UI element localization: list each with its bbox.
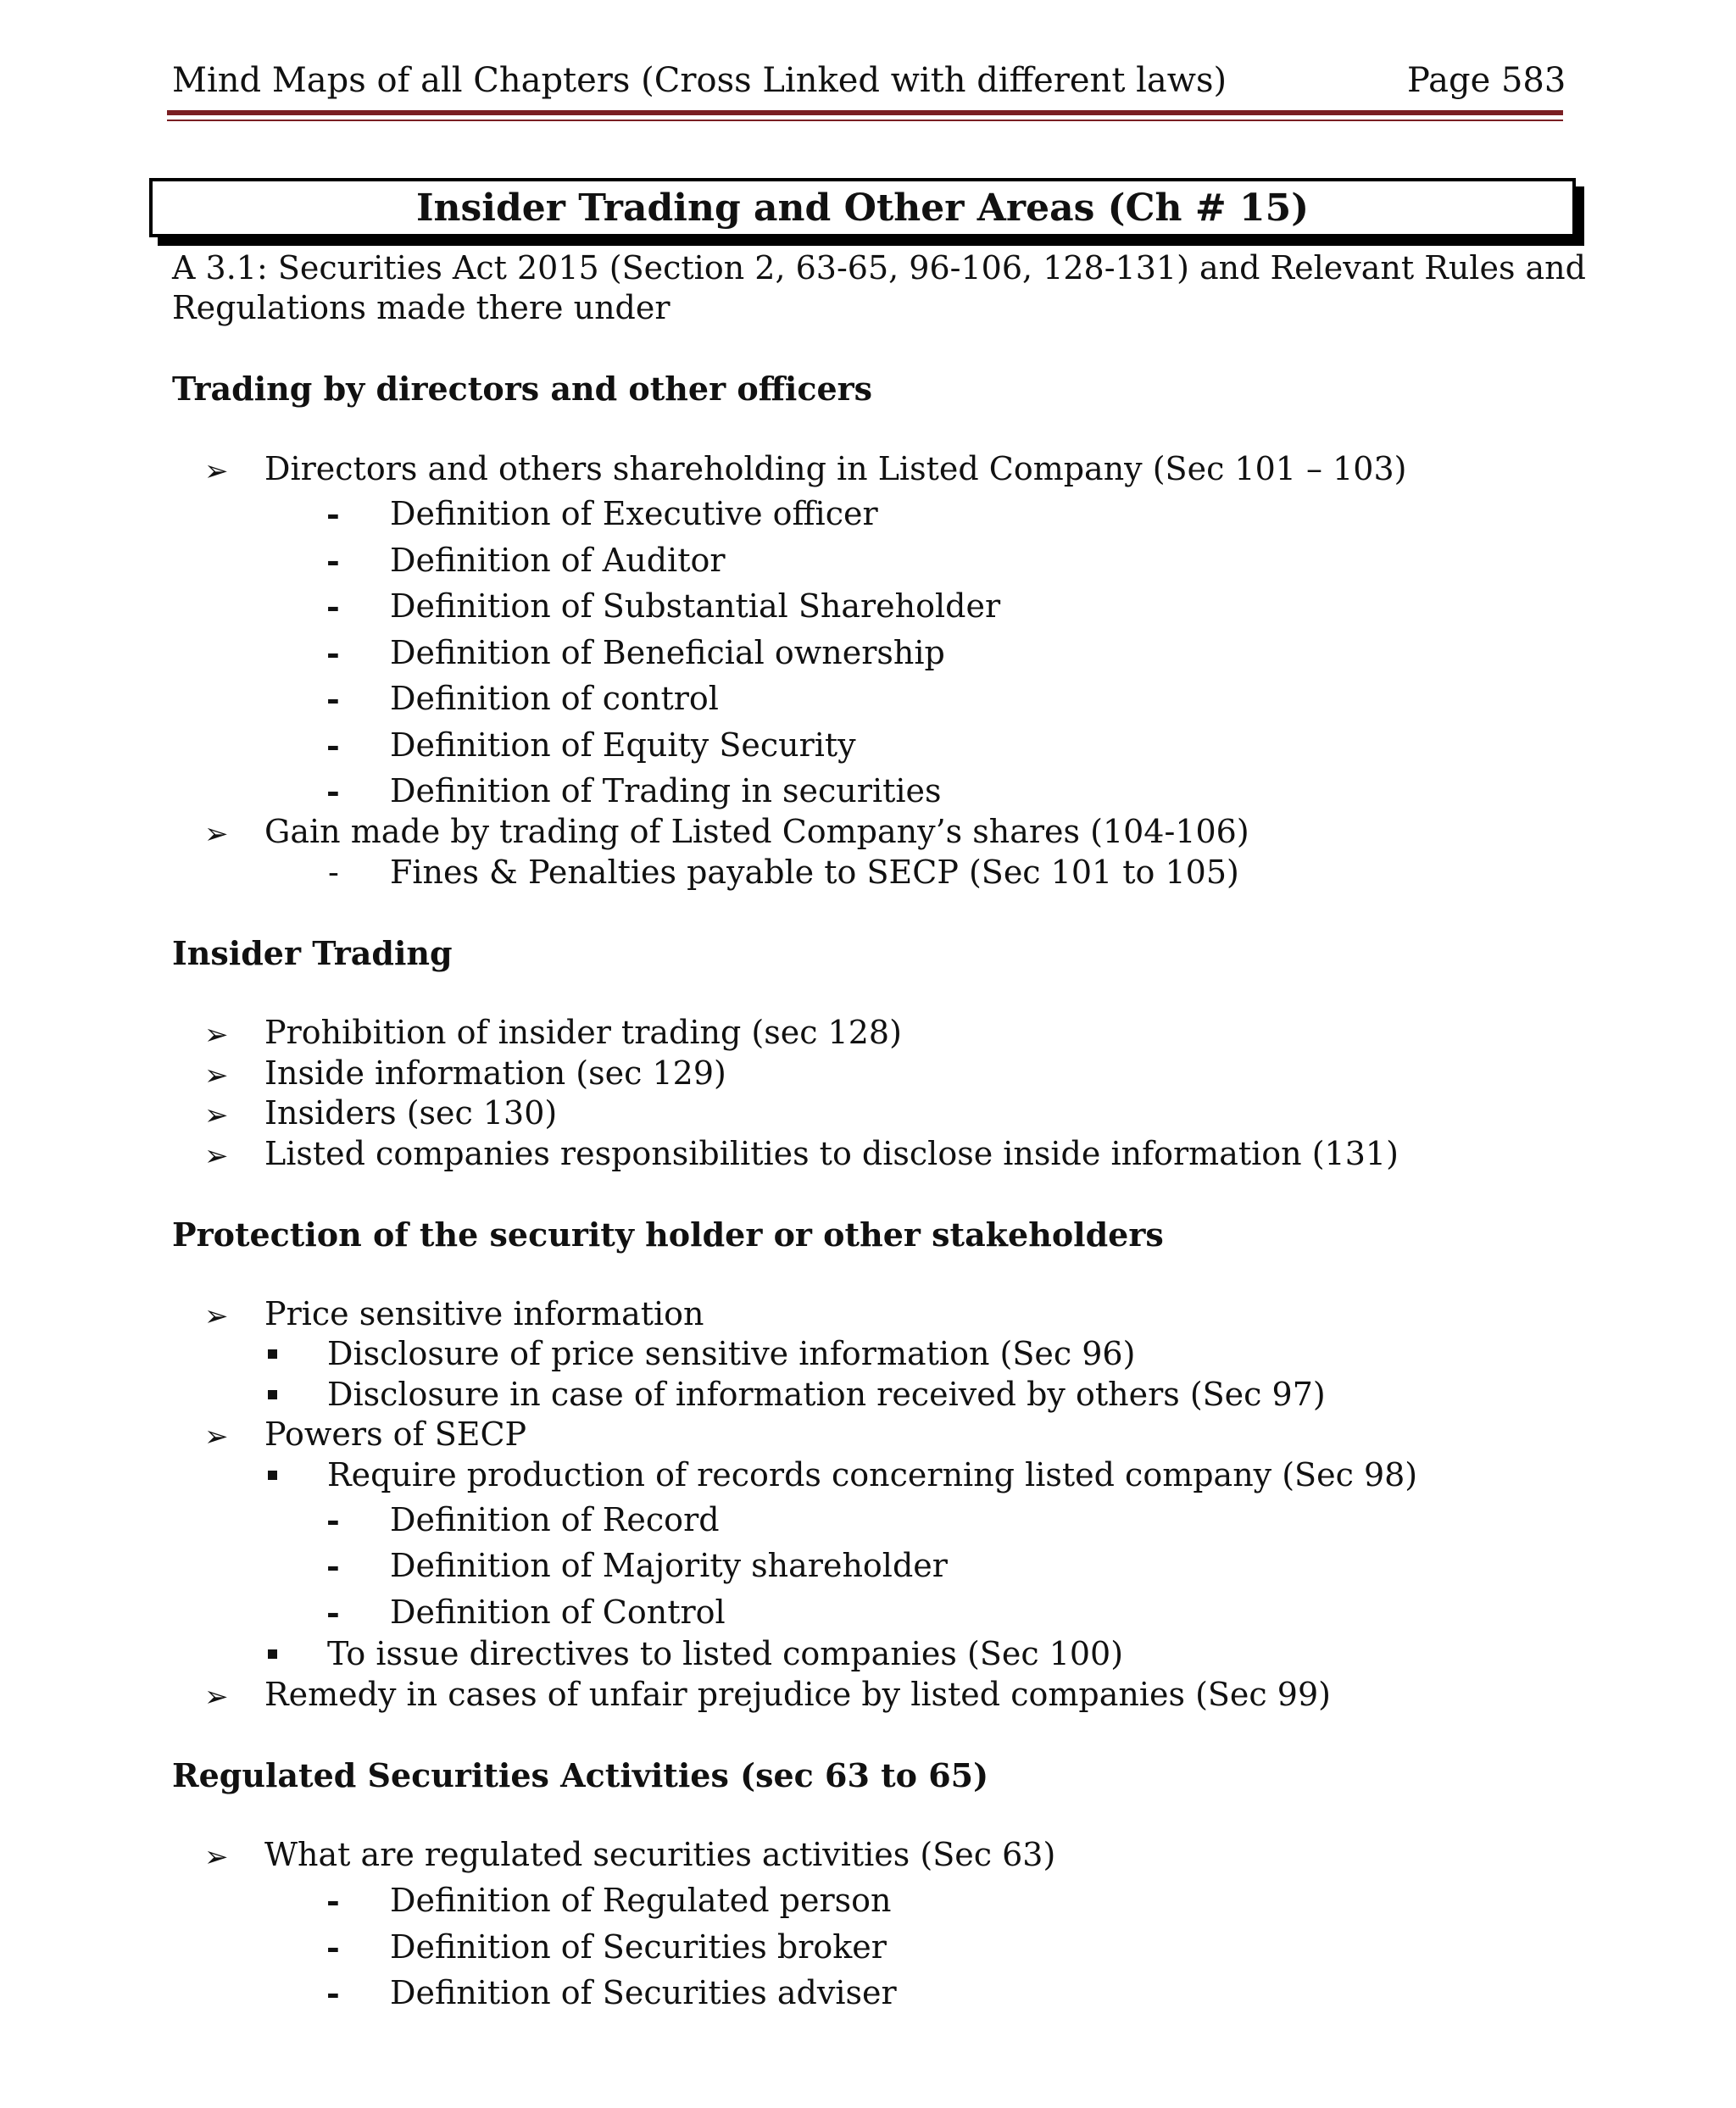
sub-bullet-issue-directives: To issue directives to listed companies (Sec 100) — [327, 1635, 1124, 1672]
dash-bullet-icon: - — [326, 495, 340, 533]
dash-bullet-icon: - — [328, 854, 339, 891]
dash-bullet-icon: - — [326, 772, 340, 810]
chapter-title-box — [149, 178, 1576, 237]
dash-bullet-icon: - — [326, 1928, 340, 1966]
sub-bullet-production-records: Require production of records concerning listed company (Sec 98) — [327, 1456, 1418, 1493]
header-rule — [167, 110, 1563, 115]
bullet-remedy-unfair-prejudice: Remedy in cases of unfair prejudice by listed companies (Sec 99) — [264, 1676, 1331, 1713]
square-bullet-icon — [268, 1390, 277, 1399]
dash-bullet-icon: - — [326, 1882, 340, 1920]
list-item: Prohibition of insider trading (sec 128) — [264, 1014, 902, 1051]
arrow-bullet-icon: ➢ — [204, 817, 229, 851]
arrow-bullet-icon: ➢ — [204, 454, 229, 488]
list-item: Definition of Control — [390, 1594, 726, 1631]
list-item: Definition of control — [390, 680, 719, 717]
bullet-powers-secp: Powers of SECP — [264, 1416, 527, 1453]
list-item: Definition of Securities broker — [390, 1928, 887, 1966]
dash-bullet-icon: - — [326, 1594, 340, 1632]
arrow-bullet-icon: ➢ — [204, 1018, 229, 1052]
square-bullet-icon — [268, 1349, 277, 1359]
section-heading-regulated-activities: Regulated Securities Activities (sec 63 to 65) — [172, 1756, 989, 1794]
dash-bullet-icon: - — [326, 1974, 340, 2012]
list-item: Definition of Securities adviser — [390, 1974, 897, 2011]
list-item: Definition of Equity Security — [390, 726, 856, 764]
arrow-bullet-icon: ➢ — [204, 1840, 229, 1874]
dash-bullet-icon: - — [326, 587, 340, 626]
bullet-price-sensitive: Price sensitive information — [264, 1295, 704, 1332]
intro-line-2: Regulations made there under — [172, 289, 670, 326]
list-item: Definition of Majority shareholder — [390, 1547, 948, 1584]
header-rule-thin — [167, 120, 1563, 121]
arrow-bullet-icon: ➢ — [204, 1098, 229, 1132]
section-heading-protection: Protection of the security holder or other stakeholders — [172, 1215, 1164, 1254]
list-item: Definition of Record — [390, 1501, 720, 1538]
arrow-bullet-icon: ➢ — [204, 1139, 229, 1173]
bullet-directors-shareholding: Directors and others shareholding in Listed Company (Sec 101 – 103) — [264, 450, 1407, 487]
list-item: Listed companies responsibilities to disclose inside information (131) — [264, 1135, 1399, 1172]
bullet-gain-trading: Gain made by trading of Listed Company’s shares (104-106) — [264, 813, 1249, 850]
arrow-bullet-icon: ➢ — [204, 1059, 229, 1093]
page-number: Page 583 — [1407, 61, 1566, 100]
list-item: Disclosure in case of information received by others (Sec 97) — [327, 1376, 1326, 1413]
dash-bullet-icon: - — [326, 726, 340, 765]
list-item: Definition of Executive officer — [390, 495, 878, 532]
list-item: Disclosure of price sensitive information (Sec 96) — [327, 1335, 1136, 1372]
intro-line-1: A 3.1: Securities Act 2015 (Section 2, 63-65, 96-106, 128-131) and Relevant Rules and — [172, 249, 1586, 286]
list-item: Inside information (sec 129) — [264, 1054, 726, 1092]
dash-bullet-icon: - — [326, 1501, 340, 1539]
list-item: Definition of Trading in securities — [390, 772, 942, 809]
running-header-title: Mind Maps of all Chapters (Cross Linked with different laws) — [172, 61, 1227, 100]
list-item: Insiders (sec 130) — [264, 1094, 558, 1132]
dash-bullet-icon: - — [326, 680, 340, 718]
list-item: Fines & Penalties payable to SECP (Sec 101 to 105) — [390, 854, 1239, 891]
chapter-title: Insider Trading and Other Areas (Ch # 15) — [415, 186, 1310, 230]
section-heading-insider-trading: Insider Trading — [172, 934, 453, 972]
list-item: Definition of Substantial Shareholder — [390, 587, 1001, 625]
arrow-bullet-icon: ➢ — [204, 1420, 229, 1454]
square-bullet-icon — [268, 1649, 277, 1659]
list-item: Definition of Regulated person — [390, 1882, 892, 1919]
list-item: Definition of Beneficial ownership — [390, 634, 945, 671]
square-bullet-icon — [268, 1471, 277, 1480]
dash-bullet-icon: - — [326, 634, 340, 672]
section-heading-trading-directors: Trading by directors and other officers — [172, 370, 873, 408]
list-item: Definition of Auditor — [390, 542, 726, 579]
bullet-what-are-regulated: What are regulated securities activities (Sec 63) — [264, 1836, 1056, 1873]
arrow-bullet-icon: ➢ — [204, 1680, 229, 1714]
arrow-bullet-icon: ➢ — [204, 1299, 229, 1333]
dash-bullet-icon: - — [326, 542, 340, 580]
dash-bullet-icon: - — [326, 1547, 340, 1585]
